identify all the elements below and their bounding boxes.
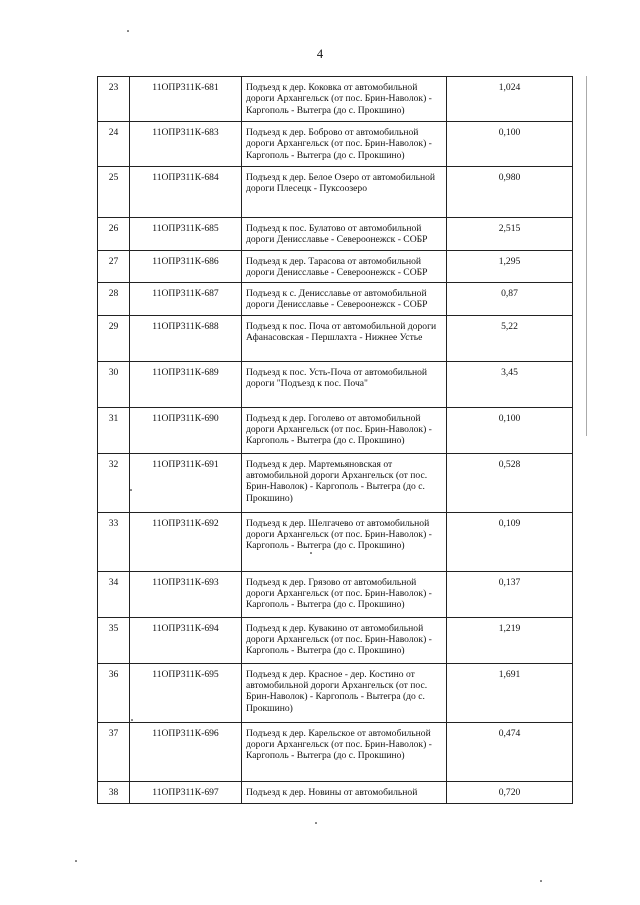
scan-artifact-line (586, 76, 587, 436)
row-number: 30 (98, 361, 130, 407)
scan-speck (131, 719, 133, 721)
row-number: 23 (98, 77, 130, 122)
road-name: Подъезд к дер. Шелгачево от автомобильной дороги Архангельск (от пос. Брин-Наволок) - Каргополь - Вытегра (до с. Прокшино) (242, 512, 447, 571)
road-length: 1,024 (447, 77, 573, 122)
table-row (98, 512, 573, 571)
road-code: 11ОПР311К-688 (130, 315, 242, 361)
road-name: Подъезд к дер. Тарасова от автомобильной дороги Денисславье - Североонежск - СОБР (242, 250, 447, 283)
road-length: 0,528 (447, 453, 573, 512)
road-name: Подъезд к пос. Усть-Поча от автомобильной дороги "Подъезд к пос. Поча" (242, 361, 447, 407)
road-code: 11ОПР311К-696 (130, 722, 242, 781)
scan-speck (310, 552, 312, 554)
row-number: 38 (98, 781, 130, 803)
road-length: 1,219 (447, 617, 573, 663)
road-length: 5,22 (447, 315, 573, 361)
road-name: Подъезд к дер. Новины от автомобильной (242, 781, 447, 803)
road-code: 11ОПР311К-687 (130, 283, 242, 316)
road-code: 11ОПР311К-697 (130, 781, 242, 803)
row-number: 25 (98, 167, 130, 218)
scan-speck (75, 860, 77, 862)
road-length: 0,109 (447, 512, 573, 571)
road-name: Подъезд к дер. Красное - дер. Костино от автомобильной дороги Архангельск (от пос. Брин-Наволок) - Каргополь - Вытегра (до с. Прокшино) (242, 663, 447, 722)
road-name: Подъезд к дер. Карельское от автомобильной дороги Архангельск (от пос. Брин-Наволок) - Каргополь - Вытегра (до с. Прокшино) (242, 722, 447, 781)
table-row (98, 361, 573, 407)
road-name: Подъезд к дер. Белое Озеро от автомобильной дороги Плесецк - Пуксоозеро (242, 167, 447, 218)
roads-table-body (98, 77, 573, 804)
road-code: 11ОПР311К-692 (130, 512, 242, 571)
road-length: 0,980 (447, 167, 573, 218)
table-row (98, 283, 573, 316)
table-row (98, 453, 573, 512)
row-number: 26 (98, 218, 130, 251)
row-number: 37 (98, 722, 130, 781)
road-length: 0,100 (447, 122, 573, 167)
road-code: 11ОПР311К-693 (130, 571, 242, 617)
table-row (98, 781, 573, 803)
road-code: 11ОПР311К-686 (130, 250, 242, 283)
row-number: 28 (98, 283, 130, 316)
row-number: 34 (98, 571, 130, 617)
table-row (98, 407, 573, 453)
road-name: Подъезд к дер. Гоголево от автомобильной дороги Архангельск (от пос. Брин-Наволок) - Каргополь - Вытегра (до с. Прокшино) (242, 407, 447, 453)
row-number: 36 (98, 663, 130, 722)
road-name: Подъезд к дер. Мартемьяновская от автомобильной дороги Архангельск (от пос. Брин-Наволок) - Каргополь - Вытегра (до с. Прокшино) (242, 453, 447, 512)
row-number: 33 (98, 512, 130, 571)
road-code: 11ОПР311К-690 (130, 407, 242, 453)
page-number: 4 (316, 47, 324, 61)
row-number: 29 (98, 315, 130, 361)
road-code: 11ОПР311К-689 (130, 361, 242, 407)
table-row (98, 250, 573, 283)
scan-speck (127, 30, 129, 32)
roads-table (97, 76, 573, 804)
road-name: Подъезд к дер. Кувакино от автомобильной дороги Архангельск (от пос. Брин-Наволок) - Каргополь - Вытегра (до с. Прокшино) (242, 617, 447, 663)
road-length: 3,45 (447, 361, 573, 407)
row-number: 31 (98, 407, 130, 453)
road-code: 11ОПР311К-685 (130, 218, 242, 251)
road-length: 1,295 (447, 250, 573, 283)
road-length: 0,100 (447, 407, 573, 453)
road-code: 11ОПР311К-681 (130, 77, 242, 122)
road-name: Подъезд к дер. Грязово от автомобильной дороги Архангельск (от пос. Брин-Наволок) - Каргополь - Вытегра (до с. Прокшино) (242, 571, 447, 617)
road-length: 0,137 (447, 571, 573, 617)
scan-speck (315, 822, 317, 824)
table-row (98, 315, 573, 361)
table-row (98, 122, 573, 167)
table-row (98, 77, 573, 122)
road-length: 1,691 (447, 663, 573, 722)
road-code: 11ОПР311К-691 (130, 453, 242, 512)
table-row (98, 571, 573, 617)
table-row (98, 617, 573, 663)
table-row (98, 167, 573, 218)
table-row (98, 218, 573, 251)
road-name: Подъезд к пос. Булатово от автомобильной дороги Денисславье - Североонежск - СОБР (242, 218, 447, 251)
road-name: Подъезд к пос. Поча от автомобильной дороги Афанасовская - Першлахта - Нижнее Устье (242, 315, 447, 361)
scan-speck (130, 489, 132, 491)
row-number: 24 (98, 122, 130, 167)
road-length: 0,720 (447, 781, 573, 803)
road-name: Подъезд к дер. Боброво от автомобильной дороги Архангельск (от пос. Брин-Наволок) - Каргополь - Вытегра (до с. Прокшино) (242, 122, 447, 167)
road-code: 11ОПР311К-684 (130, 167, 242, 218)
road-length: 2,515 (447, 218, 573, 251)
road-length: 0,87 (447, 283, 573, 316)
road-name: Подъезд к с. Денисславье от автомобильной дороги Денисславье - Североонежск - СОБР (242, 283, 447, 316)
row-number: 35 (98, 617, 130, 663)
road-code: 11ОПР311К-695 (130, 663, 242, 722)
road-code: 11ОПР311К-683 (130, 122, 242, 167)
scan-speck (540, 880, 542, 882)
road-length: 0,474 (447, 722, 573, 781)
row-number: 32 (98, 453, 130, 512)
row-number: 27 (98, 250, 130, 283)
road-code: 11ОПР311К-694 (130, 617, 242, 663)
table-row (98, 663, 573, 722)
road-name: Подъезд к дер. Коковка от автомобильной дороги Архангельск (от пос. Брин-Наволок) - Каргополь - Вытегра (до с. Прокшино) (242, 77, 447, 122)
table-row (98, 722, 573, 781)
